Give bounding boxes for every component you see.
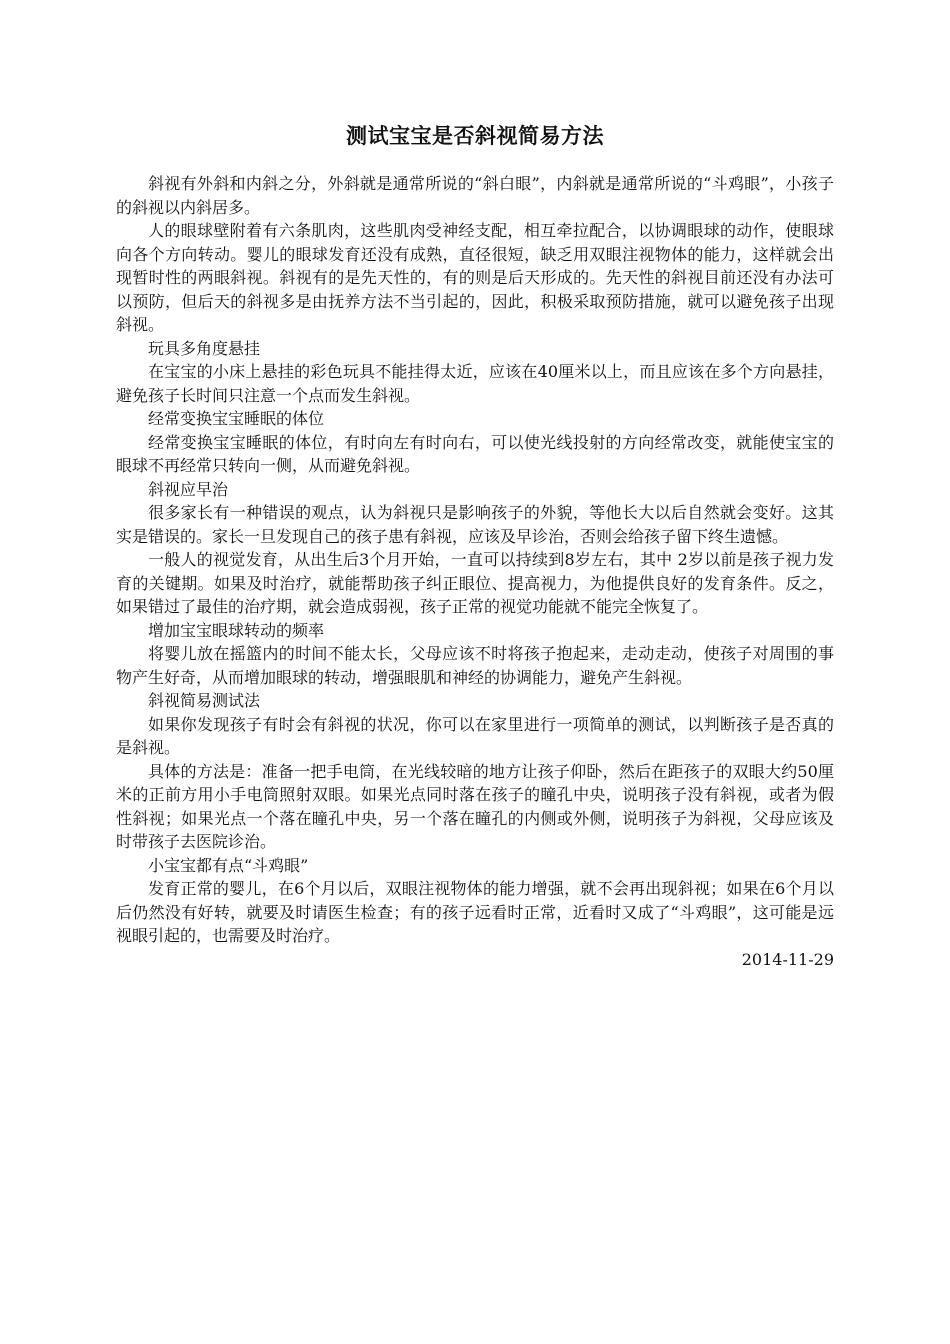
document-date: 2014-11-29 — [741, 949, 834, 969]
section-paragraph: 很多家长有一种错误的观点，认为斜视只是影响孩子的外貌，等他长大以后自然就会变好。这其实是错误的。家长一旦发现自己的孩子患有斜视，应该及早诊治，否则会给孩子留下终生遗憾。 — [116, 503, 834, 546]
section-heading-simple-test: 斜视简易测试法 — [148, 691, 261, 710]
section-paragraph: 一般人的视觉发育，从出生后3个月开始，一直可以持续到8岁左右，其中 2岁以前是孩子视力发育的关键期。如果及时治疗，就能帮助孩子纠正眼位、提高视力，为他提供良好的发育条件。反之，如果错过了最佳的治疗期，就会造成弱视，孩子正常的视觉功能就不能完全恢复了。 — [116, 550, 834, 616]
section-heading-eye-movement: 增加宝宝眼球转动的频率 — [148, 620, 325, 640]
document-page — [116, 118, 834, 971]
section-heading-sleep-position: 经常变换宝宝睡眠的体位 — [148, 409, 325, 428]
intro-paragraph-2: 人的眼球壁附着有六条肌肉，这些肌肉受神经支配，相互牵拉配合，以协调眼球的动作，使眼球向各个方向转动。婴儿的眼球发育还没有成熟，直径很短，缺乏用双眼注视物体的能力，这样就会出现暂时性的两眼斜视。斜视有的是先天性的，有的则是后天形成的。先天性的斜视目前还没有办法可以预防，但后天的斜视多是由抚养方法不当引起的，因此，积极采取预防措施，就可以避免孩子出现斜视。 — [116, 221, 834, 334]
section-paragraph: 具体的方法是：准备一把手电筒，在光线较暗的地方让孩子仰卧，然后在距孩子的双眼大约50厘米的正前方用小手电筒照射双眼。如果光点同时落在孩子的瞳孔中央，说明孩子没有斜视，或者为假性斜视；如果光点一个落在瞳孔中央，另一个落在瞳孔的内侧或外侧，说明孩子为斜视，父母应该及时带孩子去医院诊治。 — [116, 761, 834, 851]
intro-paragraph-1: 斜视有外斜和内斜之分，外斜就是通常所说的“斜白眼”，内斜就是通常所说的“斗鸡眼”，小孩子的斜视以内斜居多。 — [116, 174, 834, 217]
section-heading-cross-eyed: 小宝宝都有点“斗鸡眼” — [148, 855, 309, 875]
section-paragraph: 在宝宝的小床上悬挂的彩色玩具不能挂得太近，应该在40厘米以上，而且应该在多个方向悬挂，避免孩子长时间只注意一个点而发生斜视。 — [116, 362, 834, 405]
section-paragraph: 发育正常的婴儿，在6个月以后，双眼注视物体的能力增强，就不会再出现斜视；如果在6个月以后仍然没有好转，就要及时请医生检查；有的孩子远看时正常，近看时又成了“斗鸡眼”，这可能是远视眼引起的，也需要及时治疗。 — [116, 879, 834, 945]
document-title: 测试宝宝是否斜视简易方法 — [346, 123, 604, 148]
section-paragraph: 将婴儿放在摇篮内的时间不能太长，父母应该不时将孩子抱起来，走动走动，使孩子对周围的事物产生好奇，从而增加眼球的转动，增强眼肌和神经的协调能力，避免产生斜视。 — [116, 644, 834, 687]
section-paragraph: 经常变换宝宝睡眠的体位，有时向左有时向右，可以使光线投射的方向经常改变，就能使宝宝的眼球不再经常只转向一侧，从而避免斜视。 — [116, 432, 834, 475]
section-heading-early-treatment: 斜视应早治 — [148, 479, 229, 499]
section-paragraph: 如果你发现孩子有时会有斜视的状况，你可以在家里进行一项简单的测试，以判断孩子是否真的是斜视。 — [116, 714, 834, 757]
section-heading-toys: 玩具多角度悬挂 — [148, 338, 261, 358]
